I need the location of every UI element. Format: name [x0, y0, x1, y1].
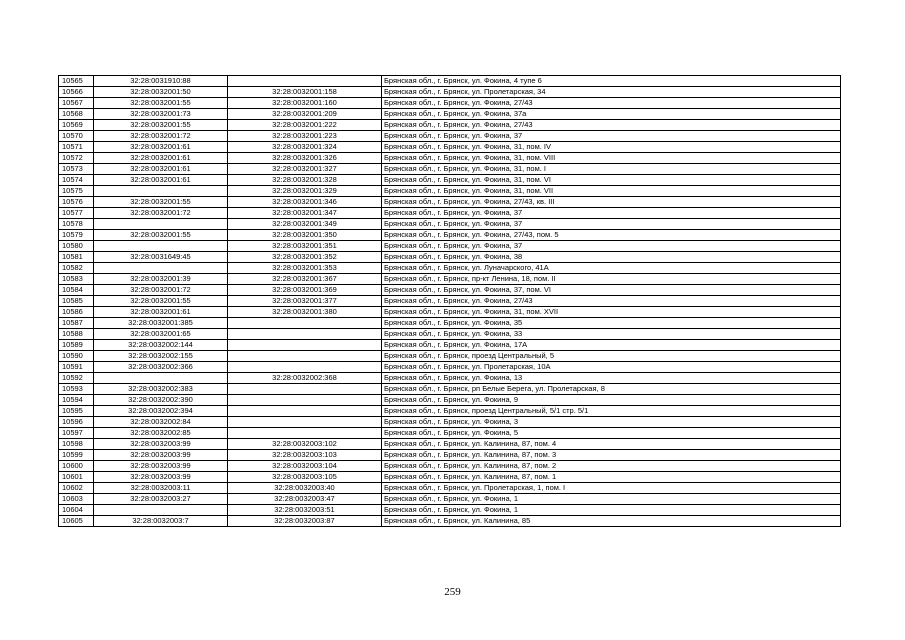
address-cell: Брянская обл., г. Брянск, ул. Фокина, 37а — [382, 109, 841, 120]
land-cadastral-number-cell: 32:28:0032002:84 — [94, 417, 228, 428]
row-number-cell: 10579 — [59, 230, 94, 241]
table-row — [59, 351, 841, 362]
row-number-cell: 10580 — [59, 241, 94, 252]
land-cadastral-number-cell: 32:28:0032003:99 — [94, 439, 228, 450]
table-row — [59, 439, 841, 450]
table-row — [59, 296, 841, 307]
land-cadastral-number-cell: 32:28:0032003:11 — [94, 483, 228, 494]
row-number-cell: 10600 — [59, 461, 94, 472]
land-cadastral-number-cell: 32:28:0032002:366 — [94, 362, 228, 373]
row-number-cell: 10585 — [59, 296, 94, 307]
land-cadastral-number-cell: 32:28:0032003:7 — [94, 516, 228, 527]
row-number-cell: 10594 — [59, 395, 94, 406]
table-row — [59, 516, 841, 527]
land-cadastral-number-cell: 32:28:0032001:61 — [94, 175, 228, 186]
page-number: 259 — [444, 586, 461, 598]
building-cadastral-number-cell: 32:28:0032001:326 — [228, 153, 382, 164]
land-cadastral-number-cell: 32:28:0032002:390 — [94, 395, 228, 406]
land-cadastral-number-cell: 32:28:0032001:55 — [94, 120, 228, 131]
land-cadastral-number-cell: 32:28:0032003:99 — [94, 450, 228, 461]
land-cadastral-number-cell: 32:28:0032002:383 — [94, 384, 228, 395]
table-row — [59, 219, 841, 230]
table-row — [59, 461, 841, 472]
address-cell: Брянская обл., г. Брянск, ул. Фокина, 35 — [382, 318, 841, 329]
table-row — [59, 318, 841, 329]
row-number-cell: 10582 — [59, 263, 94, 274]
row-number-cell: 10576 — [59, 197, 94, 208]
row-number-cell: 10587 — [59, 318, 94, 329]
address-cell: Брянская обл., г. Брянск, ул. Фокина, 1 — [382, 505, 841, 516]
row-number-cell: 10567 — [59, 98, 94, 109]
address-cell: Брянская обл., г. Брянск, ул. Калинина, 85 — [382, 516, 841, 527]
land-cadastral-number-cell — [94, 186, 228, 197]
address-cell: Брянская обл., г. Брянск, ул. Фокина, 37 — [382, 131, 841, 142]
building-cadastral-number-cell: 32:28:0032001:351 — [228, 241, 382, 252]
building-cadastral-number-cell: 32:28:0032001:160 — [228, 98, 382, 109]
address-cell: Брянская обл., г. Брянск, ул. Калинина, 87, пом. 2 — [382, 461, 841, 472]
building-cadastral-number-cell — [228, 384, 382, 395]
address-cell: Брянская обл., г. Брянск, пр-кт Ленина, 18, пом. II — [382, 274, 841, 285]
row-number-cell: 10575 — [59, 186, 94, 197]
row-number-cell: 10577 — [59, 208, 94, 219]
building-cadastral-number-cell: 32:28:0032003:103 — [228, 450, 382, 461]
land-cadastral-number-cell: 32:28:0032001:72 — [94, 208, 228, 219]
land-cadastral-number-cell: 32:28:0032001:39 — [94, 274, 228, 285]
building-cadastral-number-cell: 32:28:0032003:47 — [228, 494, 382, 505]
table-row — [59, 505, 841, 516]
building-cadastral-number-cell: 32:28:0032001:349 — [228, 219, 382, 230]
table-row — [59, 131, 841, 142]
building-cadastral-number-cell — [228, 395, 382, 406]
address-cell: Брянская обл., г. Брянск, проезд Центральный, 5/1 стр. 5/1 — [382, 406, 841, 417]
building-cadastral-number-cell — [228, 417, 382, 428]
building-cadastral-number-cell: 32:28:0032001:380 — [228, 307, 382, 318]
table-row — [59, 175, 841, 186]
row-number-cell: 10603 — [59, 494, 94, 505]
row-number-cell: 10581 — [59, 252, 94, 263]
table-row — [59, 362, 841, 373]
row-number-cell: 10583 — [59, 274, 94, 285]
building-cadastral-number-cell: 32:28:0032001:223 — [228, 131, 382, 142]
table-row — [59, 307, 841, 318]
table-row — [59, 109, 841, 120]
address-cell: Брянская обл., г. Брянск, ул. Фокина, 1 — [382, 494, 841, 505]
address-cell: Брянская обл., г. Брянск, ул. Фокина, 37 — [382, 208, 841, 219]
address-cell: Брянская обл., г. Брянск, ул. Фокина, 31, пом. IV — [382, 142, 841, 153]
table-row — [59, 87, 841, 98]
row-number-cell: 10589 — [59, 340, 94, 351]
address-cell: Брянская обл., г. Брянск, ул. Пролетарская, 1, пом. I — [382, 483, 841, 494]
table-row — [59, 252, 841, 263]
address-cell: Брянская обл., г. Брянск, ул. Фокина, 31, пом. I — [382, 164, 841, 175]
land-cadastral-number-cell — [94, 373, 228, 384]
table-row — [59, 395, 841, 406]
building-cadastral-number-cell — [228, 76, 382, 87]
address-cell: Брянская обл., г. Брянск, ул. Калинина, 87, пом. 3 — [382, 450, 841, 461]
land-cadastral-number-cell: 32:28:0032001:65 — [94, 329, 228, 340]
table-row — [59, 98, 841, 109]
building-cadastral-number-cell: 32:28:0032001:158 — [228, 87, 382, 98]
table-row — [59, 472, 841, 483]
building-cadastral-number-cell: 32:28:0032001:327 — [228, 164, 382, 175]
address-cell: Брянская обл., г. Брянск, ул. Фокина, 27/43 — [382, 120, 841, 131]
building-cadastral-number-cell: 32:28:0032001:324 — [228, 142, 382, 153]
address-cell: Брянская обл., г. Брянск, ул. Фокина, 27/43, пом. 5 — [382, 230, 841, 241]
row-number-cell: 10574 — [59, 175, 94, 186]
address-cell: Брянская обл., г. Брянск, ул. Фокина, 9 — [382, 395, 841, 406]
row-number-cell: 10595 — [59, 406, 94, 417]
address-cell: Брянская обл., г. Брянск, ул. Калинина, 87, пом. 1 — [382, 472, 841, 483]
land-cadastral-number-cell: 32:28:0031649:45 — [94, 252, 228, 263]
building-cadastral-number-cell — [228, 329, 382, 340]
table-row — [59, 428, 841, 439]
land-cadastral-number-cell: 32:28:0032001:385 — [94, 318, 228, 329]
row-number-cell: 10578 — [59, 219, 94, 230]
building-cadastral-number-cell: 32:28:0032003:51 — [228, 505, 382, 516]
row-number-cell: 10593 — [59, 384, 94, 395]
address-cell: Брянская обл., г. Брянск, ул. Фокина, 33 — [382, 329, 841, 340]
land-cadastral-number-cell: 32:28:0032003:99 — [94, 472, 228, 483]
row-number-cell: 10588 — [59, 329, 94, 340]
row-number-cell: 10571 — [59, 142, 94, 153]
land-cadastral-number-cell: 32:28:0032002:155 — [94, 351, 228, 362]
land-cadastral-number-cell — [94, 219, 228, 230]
table-row — [59, 164, 841, 175]
land-cadastral-number-cell: 32:28:0032003:99 — [94, 461, 228, 472]
building-cadastral-number-cell: 32:28:0032001:222 — [228, 120, 382, 131]
address-cell: Брянская обл., г. Брянск, ул. Фокина, 31, пом. VIII — [382, 153, 841, 164]
land-cadastral-number-cell: 32:28:0032002:394 — [94, 406, 228, 417]
address-cell: Брянская обл., г. Брянск, ул. Фокина, 37, пом. VI — [382, 285, 841, 296]
address-cell: Брянская обл., г. Брянск, ул. Пролетарская, 10А — [382, 362, 841, 373]
building-cadastral-number-cell: 32:28:0032003:105 — [228, 472, 382, 483]
address-cell: Брянская обл., г. Брянск, ул. Фокина, 31, пом. VI — [382, 175, 841, 186]
building-cadastral-number-cell — [228, 362, 382, 373]
table-row — [59, 384, 841, 395]
building-cadastral-number-cell: 32:28:0032001:209 — [228, 109, 382, 120]
row-number-cell: 10596 — [59, 417, 94, 428]
land-cadastral-number-cell: 32:28:0032001:55 — [94, 98, 228, 109]
address-cell: Брянская обл., г. Брянск, ул. Фокина, 13 — [382, 373, 841, 384]
address-cell: Брянская обл., г. Брянск, ул. Фокина, 17А — [382, 340, 841, 351]
row-number-cell: 10573 — [59, 164, 94, 175]
table-row — [59, 153, 841, 164]
row-number-cell: 10569 — [59, 120, 94, 131]
row-number-cell: 10590 — [59, 351, 94, 362]
table-row — [59, 186, 841, 197]
land-cadastral-number-cell: 32:28:0032002:85 — [94, 428, 228, 439]
row-number-cell: 10572 — [59, 153, 94, 164]
building-cadastral-number-cell: 32:28:0032001:350 — [228, 230, 382, 241]
row-number-cell: 10568 — [59, 109, 94, 120]
address-cell: Брянская обл., г. Брянск, проезд Центральный, 5 — [382, 351, 841, 362]
land-cadastral-number-cell: 32:28:0032001:50 — [94, 87, 228, 98]
land-cadastral-number-cell: 32:28:0032001:72 — [94, 285, 228, 296]
building-cadastral-number-cell — [228, 351, 382, 362]
land-cadastral-number-cell: 32:28:0032001:55 — [94, 230, 228, 241]
row-number-cell: 10592 — [59, 373, 94, 384]
building-cadastral-number-cell: 32:28:0032001:352 — [228, 252, 382, 263]
table-row — [59, 274, 841, 285]
address-cell: Брянская обл., г. Брянск, ул. Фокина, 5 — [382, 428, 841, 439]
address-cell: Брянская обл., г. Брянск, ул. Калинина, 87, пом. 4 — [382, 439, 841, 450]
address-cell: Брянская обл., г. Брянск, ул. Луначарского, 41А — [382, 263, 841, 274]
building-cadastral-number-cell: 32:28:0032001:353 — [228, 263, 382, 274]
land-cadastral-number-cell — [94, 263, 228, 274]
table-row — [59, 76, 841, 87]
table-row — [59, 340, 841, 351]
row-number-cell: 10570 — [59, 131, 94, 142]
land-cadastral-number-cell: 32:28:0032001:61 — [94, 164, 228, 175]
row-number-cell: 10598 — [59, 439, 94, 450]
table-row — [59, 263, 841, 274]
table-row — [59, 142, 841, 153]
row-number-cell: 10586 — [59, 307, 94, 318]
building-cadastral-number-cell: 32:28:0032001:367 — [228, 274, 382, 285]
building-cadastral-number-cell — [228, 340, 382, 351]
building-cadastral-number-cell: 32:28:0032001:347 — [228, 208, 382, 219]
building-cadastral-number-cell: 32:28:0032001:346 — [228, 197, 382, 208]
registry-table-body — [59, 76, 841, 527]
cadastral-registry-table — [58, 75, 841, 527]
building-cadastral-number-cell: 32:28:0032001:369 — [228, 285, 382, 296]
row-number-cell: 10565 — [59, 76, 94, 87]
address-cell: Брянская обл., г. Брянск, ул. Фокина, 4 тупе 6 — [382, 76, 841, 87]
row-number-cell: 10584 — [59, 285, 94, 296]
row-number-cell: 10601 — [59, 472, 94, 483]
address-cell: Брянская обл., г. Брянск, ул. Фокина, 38 — [382, 252, 841, 263]
table-row — [59, 373, 841, 384]
table-row — [59, 450, 841, 461]
building-cadastral-number-cell — [228, 428, 382, 439]
building-cadastral-number-cell — [228, 406, 382, 417]
row-number-cell: 10604 — [59, 505, 94, 516]
row-number-cell: 10605 — [59, 516, 94, 527]
building-cadastral-number-cell: 32:28:0032002:368 — [228, 373, 382, 384]
land-cadastral-number-cell: 32:28:0032001:55 — [94, 296, 228, 307]
row-number-cell: 10597 — [59, 428, 94, 439]
building-cadastral-number-cell: 32:28:0032003:104 — [228, 461, 382, 472]
building-cadastral-number-cell — [228, 318, 382, 329]
building-cadastral-number-cell: 32:28:0032001:329 — [228, 186, 382, 197]
address-cell: Брянская обл., г. Брянск, ул. Фокина, 31, пом. VII — [382, 186, 841, 197]
table-row — [59, 285, 841, 296]
row-number-cell: 10566 — [59, 87, 94, 98]
table-row — [59, 417, 841, 428]
building-cadastral-number-cell: 32:28:0032003:40 — [228, 483, 382, 494]
table-row — [59, 197, 841, 208]
land-cadastral-number-cell: 32:28:0032001:61 — [94, 142, 228, 153]
table-row — [59, 329, 841, 340]
row-number-cell: 10599 — [59, 450, 94, 461]
table-row — [59, 208, 841, 219]
address-cell: Брянская обл., г. Брянск, рп Белые Берега, ул. Пролетарская, 8 — [382, 384, 841, 395]
building-cadastral-number-cell: 32:28:0032003:102 — [228, 439, 382, 450]
building-cadastral-number-cell: 32:28:0032001:328 — [228, 175, 382, 186]
land-cadastral-number-cell: 32:28:0032001:61 — [94, 307, 228, 318]
table-row — [59, 120, 841, 131]
land-cadastral-number-cell: 32:28:0031910:88 — [94, 76, 228, 87]
building-cadastral-number-cell: 32:28:0032003:87 — [228, 516, 382, 527]
address-cell: Брянская обл., г. Брянск, ул. Фокина, 3 — [382, 417, 841, 428]
land-cadastral-number-cell — [94, 505, 228, 516]
land-cadastral-number-cell: 32:28:0032001:72 — [94, 131, 228, 142]
address-cell: Брянская обл., г. Брянск, ул. Фокина, 31, пом. XVII — [382, 307, 841, 318]
address-cell: Брянская обл., г. Брянск, ул. Пролетарская, 34 — [382, 87, 841, 98]
address-cell: Брянская обл., г. Брянск, ул. Фокина, 27/43 — [382, 98, 841, 109]
address-cell: Брянская обл., г. Брянск, ул. Фокина, 37 — [382, 241, 841, 252]
land-cadastral-number-cell: 32:28:0032001:73 — [94, 109, 228, 120]
land-cadastral-number-cell: 32:28:0032003:27 — [94, 494, 228, 505]
table-row — [59, 230, 841, 241]
building-cadastral-number-cell: 32:28:0032001:377 — [228, 296, 382, 307]
table-row — [59, 494, 841, 505]
table-row — [59, 406, 841, 417]
address-cell: Брянская обл., г. Брянск, ул. Фокина, 27/43, кв. III — [382, 197, 841, 208]
land-cadastral-number-cell: 32:28:0032002:144 — [94, 340, 228, 351]
address-cell: Брянская обл., г. Брянск, ул. Фокина, 27/43 — [382, 296, 841, 307]
land-cadastral-number-cell — [94, 241, 228, 252]
table-row — [59, 483, 841, 494]
row-number-cell: 10591 — [59, 362, 94, 373]
row-number-cell: 10602 — [59, 483, 94, 494]
land-cadastral-number-cell: 32:28:0032001:61 — [94, 153, 228, 164]
land-cadastral-number-cell: 32:28:0032001:55 — [94, 197, 228, 208]
address-cell: Брянская обл., г. Брянск, ул. Фокина, 37 — [382, 219, 841, 230]
table-row — [59, 241, 841, 252]
